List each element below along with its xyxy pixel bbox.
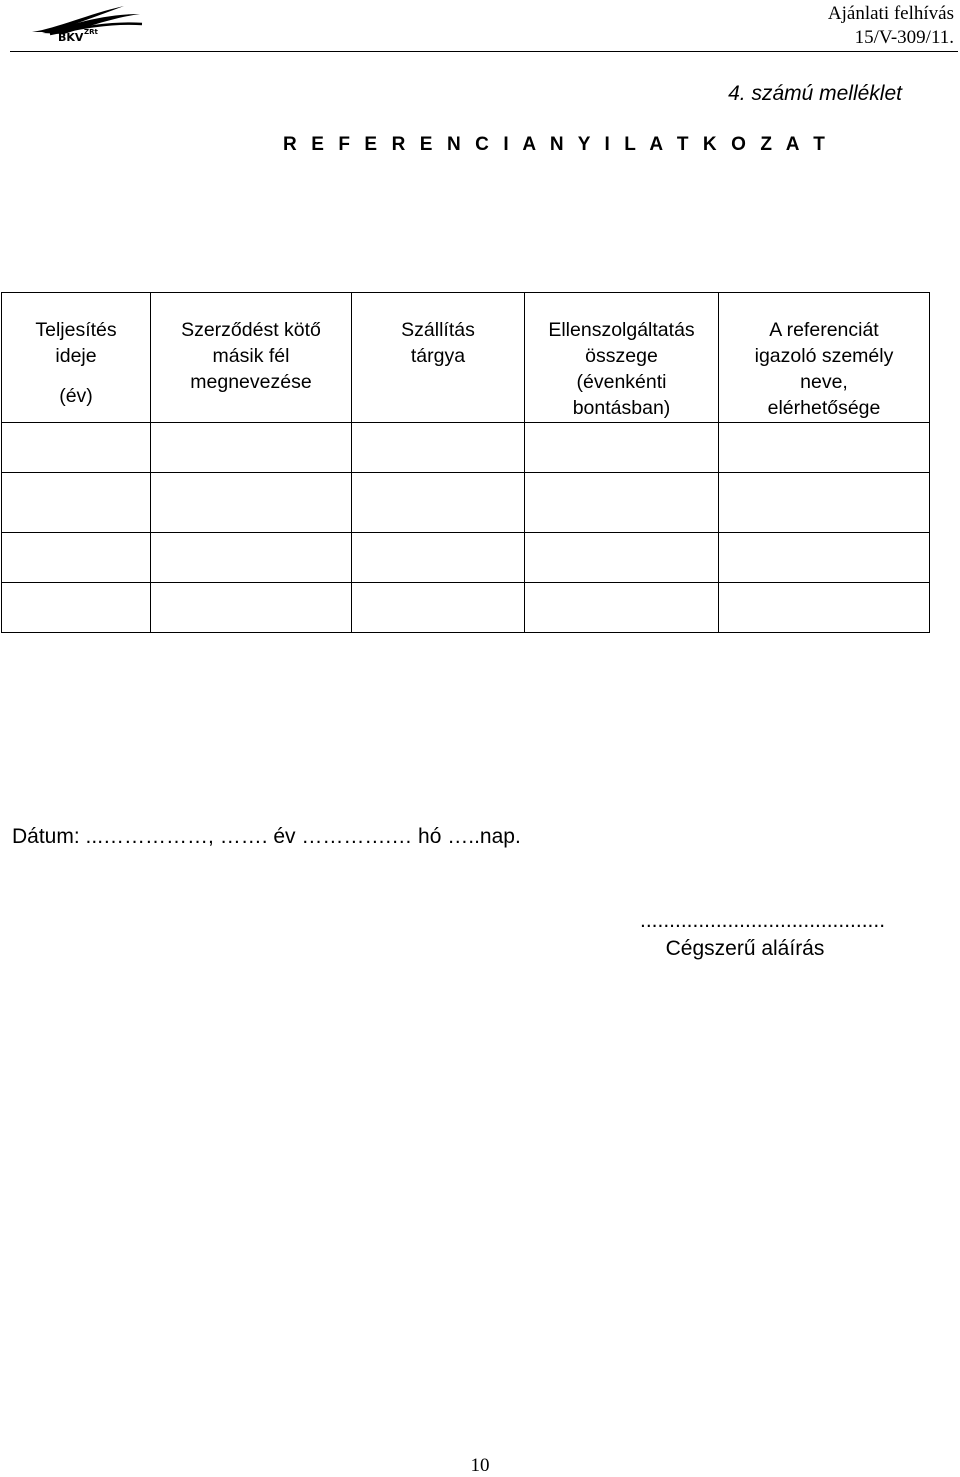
table-cell[interactable] bbox=[719, 473, 930, 533]
table-row bbox=[2, 533, 930, 583]
svg-text:BKV: BKV bbox=[58, 31, 84, 44]
header-cell-line: Ellenszolgáltatás bbox=[548, 319, 695, 341]
header-cell-line: (év) bbox=[59, 385, 93, 407]
header-cell-line: megnevezése bbox=[190, 371, 312, 393]
header-cell-line: ideje bbox=[55, 345, 97, 367]
table-cell[interactable] bbox=[525, 423, 719, 473]
signature-block bbox=[640, 907, 886, 963]
header-cell-line: igazoló személy bbox=[754, 345, 894, 367]
signature-label: Cégszerű aláírás bbox=[665, 937, 825, 960]
table-row bbox=[2, 473, 930, 533]
header-cell-delivery-subject bbox=[352, 293, 525, 423]
header-cell-line: másik fél bbox=[212, 345, 290, 367]
table-body bbox=[2, 423, 930, 633]
header-cell-consideration-amount bbox=[525, 293, 719, 423]
header-cell-line: neve, bbox=[800, 371, 848, 393]
header-divider bbox=[10, 51, 958, 52]
header-doc-type: Ajánlati felhívás bbox=[827, 3, 954, 24]
table-cell[interactable] bbox=[525, 583, 719, 633]
header-cell-line: bontásban) bbox=[572, 397, 671, 419]
header-cell-line: Teljesítés bbox=[35, 319, 117, 341]
table-header-row bbox=[2, 293, 930, 423]
table-cell[interactable] bbox=[352, 473, 525, 533]
header-cell-reference-contact bbox=[719, 293, 930, 423]
header-cell-line: A referenciát bbox=[769, 319, 879, 341]
header-cell-contracting-party bbox=[151, 293, 352, 423]
page-number: 10 bbox=[470, 1455, 490, 1476]
table-cell[interactable] bbox=[352, 583, 525, 633]
table-cell[interactable] bbox=[151, 533, 352, 583]
table-cell[interactable] bbox=[151, 473, 352, 533]
reference-table bbox=[1, 292, 930, 633]
table-cell[interactable] bbox=[352, 423, 525, 473]
header-cell-line: (évenkénti bbox=[576, 371, 667, 393]
table-cell[interactable] bbox=[719, 533, 930, 583]
table-row bbox=[2, 423, 930, 473]
table-cell[interactable] bbox=[2, 533, 151, 583]
header-doc-number: 15/V-309/11. bbox=[854, 27, 954, 48]
bkv-logo bbox=[28, 2, 144, 44]
table-cell[interactable] bbox=[2, 423, 151, 473]
table-cell[interactable] bbox=[719, 583, 930, 633]
annex-label: 4. számú melléklet bbox=[728, 82, 902, 105]
table-cell[interactable] bbox=[525, 473, 719, 533]
table-cell[interactable] bbox=[151, 583, 352, 633]
header-cell-line: összege bbox=[585, 345, 658, 367]
signature-line[interactable]: .......................................... bbox=[640, 909, 886, 932]
header-cell-line: Szerződést kötő bbox=[181, 319, 321, 341]
table-row bbox=[2, 583, 930, 633]
header-cell-line: Szállítás bbox=[401, 319, 475, 341]
header-doc-info bbox=[828, 2, 954, 50]
table-cell[interactable] bbox=[352, 533, 525, 583]
table-cell[interactable] bbox=[2, 473, 151, 533]
header-cell-line: tárgya bbox=[410, 345, 466, 367]
table-cell[interactable] bbox=[151, 423, 352, 473]
header-cell-completion-date bbox=[2, 293, 151, 423]
table-cell[interactable] bbox=[2, 583, 151, 633]
table-cell[interactable] bbox=[525, 533, 719, 583]
svg-text:ZRt: ZRt bbox=[84, 28, 98, 36]
header-cell-line: elérhetősége bbox=[767, 397, 881, 419]
table-cell[interactable] bbox=[719, 423, 930, 473]
page-title: R E F E R E N C I A N Y I L A T K O Z A T bbox=[283, 134, 830, 155]
date-line[interactable]: Dátum: ...……………, ……. év ………….… hó …..nap. bbox=[12, 825, 521, 848]
header-cell-line bbox=[2, 369, 150, 383]
